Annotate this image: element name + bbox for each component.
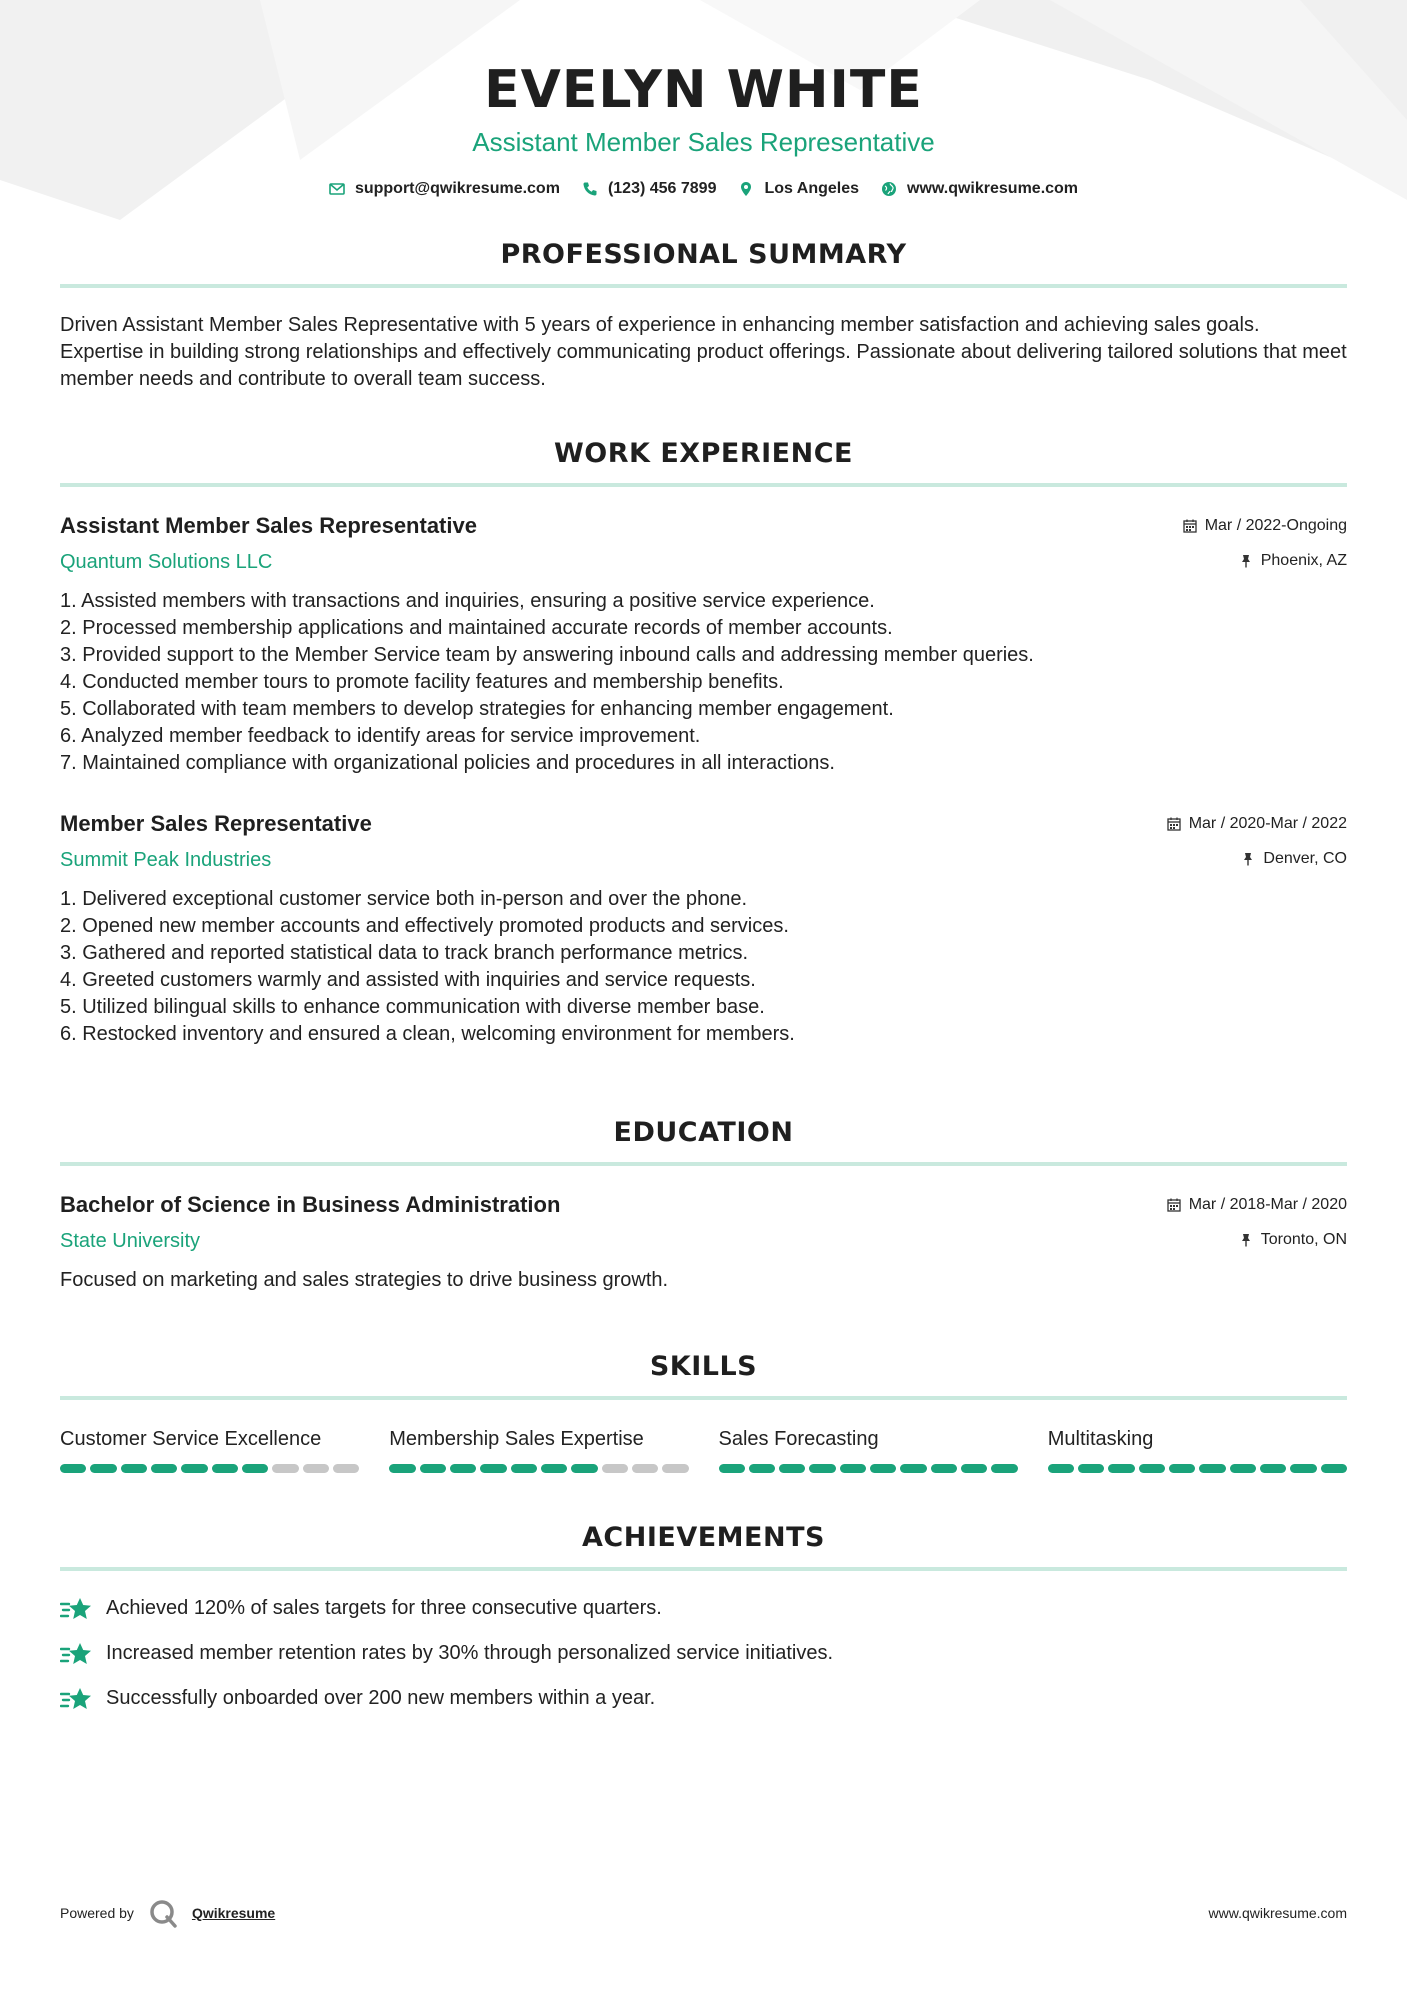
achievements-title: ACHIEVEMENTS — [582, 1522, 825, 1553]
calendar-icon — [1167, 1198, 1181, 1212]
contact-email[interactable] — [329, 180, 560, 198]
achievement-text: Achieved 120% of sales targets for three consecutive quarters. — [106, 1597, 662, 1619]
job-bullet: 1. Delivered exceptional customer service both in-person and over the phone. — [60, 888, 748, 910]
skill-segment-filled — [1078, 1464, 1104, 1473]
globe-icon — [881, 181, 897, 197]
achievement-text: Successfully onboarded over 200 new members within a year. — [106, 1687, 656, 1709]
skill-segment-filled — [571, 1464, 597, 1473]
qwikresume-logo-icon — [148, 1898, 178, 1928]
skill-segment-empty — [662, 1464, 688, 1473]
skill-segment-filled — [1108, 1464, 1134, 1473]
contact-location — [738, 180, 859, 198]
job-location: Denver, CO — [1263, 850, 1347, 867]
shooting-star-icon — [60, 1686, 92, 1712]
job-dates: Mar / 2022-Ongoing — [1204, 517, 1347, 534]
powered-by-label: Powered by — [60, 1905, 134, 1921]
job-bullets — [60, 886, 1347, 1048]
skill-name: Customer Service Excellence — [60, 1428, 322, 1450]
skill-level-bar — [60, 1464, 359, 1473]
powered-by — [60, 1898, 275, 1928]
skill-segment-filled — [1290, 1464, 1316, 1473]
skill-segment-filled — [511, 1464, 537, 1473]
skills-section — [60, 1350, 1347, 1473]
job-bullet: 4. Greeted customers warmly and assisted with inquiries and service requests. — [60, 969, 756, 991]
experience-divider — [60, 483, 1347, 487]
skill-segment-empty — [272, 1464, 298, 1473]
skill-segment-filled — [242, 1464, 268, 1473]
achievements-list — [60, 1595, 1347, 1712]
skill-segment-filled — [1321, 1464, 1347, 1473]
achievement-text: Increased member retention rates by 30% through personalized service initiatives. — [106, 1642, 834, 1664]
skill-segment-filled — [931, 1464, 957, 1473]
job-bullet: 7. Maintained compliance with organizational policies and procedures in all interactions. — [60, 752, 835, 774]
phone-icon — [582, 181, 598, 197]
skill-segment-filled — [961, 1464, 987, 1473]
contact-website[interactable] — [881, 180, 1078, 198]
skill-item — [1048, 1426, 1347, 1473]
company-name: Summit Peak Industries — [60, 849, 272, 871]
education-divider — [60, 1162, 1347, 1166]
skill-name: Sales Forecasting — [718, 1428, 879, 1450]
degree-title: Bachelor of Science in Business Administration — [60, 1192, 561, 1217]
skill-segment-filled — [1048, 1464, 1074, 1473]
skill-segment-empty — [632, 1464, 658, 1473]
pushpin-icon — [1241, 852, 1255, 866]
skill-segment-filled — [900, 1464, 926, 1473]
contact-website-text: www.qwikresume.com — [907, 180, 1079, 197]
education-section — [60, 1116, 1347, 1294]
achievement-item — [60, 1595, 1347, 1622]
skill-segment-filled — [719, 1464, 745, 1473]
skill-segment-empty — [333, 1464, 359, 1473]
skills-divider — [60, 1396, 1347, 1400]
skill-segment-filled — [1199, 1464, 1225, 1473]
contact-email-text: support@qwikresume.com — [354, 180, 560, 197]
skill-segment-filled — [870, 1464, 896, 1473]
skill-segment-filled — [121, 1464, 147, 1473]
job-bullet: 4. Conducted member tours to promote facility features and membership benefits. — [60, 671, 784, 693]
skill-segment-filled — [779, 1464, 805, 1473]
candidate-name: EVELYN WHITE — [484, 60, 923, 120]
job-title: Member Sales Representative — [60, 811, 372, 836]
skill-segment-filled — [1260, 1464, 1286, 1473]
job-entry — [60, 811, 1347, 1048]
skill-item — [389, 1426, 688, 1473]
candidate-role: Assistant Member Sales Representative — [472, 127, 935, 157]
job-title: Assistant Member Sales Representative — [60, 513, 477, 538]
skills-list — [60, 1426, 1347, 1473]
skill-segment-filled — [420, 1464, 446, 1473]
contact-bar — [60, 180, 1347, 198]
job-bullets — [60, 588, 1347, 777]
shooting-star-icon — [60, 1641, 92, 1667]
skill-segment-filled — [60, 1464, 86, 1473]
skill-segment-filled — [389, 1464, 415, 1473]
summary-text: Driven Assistant Member Sales Representative with 5 years of experience in enhancing member satisfaction and achieving sales goals. Expertise in building strong relationships and effectively communicating product offerings. Passionate about delivering tailored solutions that meet member needs and contribute to overall team success. — [60, 314, 1347, 390]
skill-segment-filled — [1230, 1464, 1256, 1473]
skill-segment-filled — [212, 1464, 238, 1473]
skill-segment-filled — [151, 1464, 177, 1473]
skill-level-bar — [719, 1464, 1018, 1473]
contact-location-text: Los Angeles — [764, 180, 860, 197]
contact-phone-text: (123) 456 7899 — [607, 180, 717, 197]
skill-name: Multitasking — [1047, 1428, 1154, 1450]
job-bullet: 5. Collaborated with team members to develop strategies for enhancing member engagement. — [60, 698, 894, 720]
job-bullet: 6. Analyzed member feedback to identify areas for service improvement. — [60, 725, 701, 747]
achievement-item — [60, 1640, 1347, 1667]
skill-level-bar — [389, 1464, 688, 1473]
school-name: State University — [60, 1230, 201, 1252]
skills-title: SKILLS — [649, 1351, 758, 1382]
job-bullet: 2. Opened new member accounts and effectively promoted products and services. — [60, 915, 789, 937]
skill-item — [719, 1426, 1018, 1473]
skill-segment-filled — [541, 1464, 567, 1473]
calendar-icon — [1183, 519, 1197, 533]
job-bullet: 1. Assisted members with transactions and inquiries, ensuring a positive service experience. — [60, 590, 875, 612]
job-entry — [60, 513, 1347, 777]
education-dates: Mar / 2018-Mar / 2020 — [1188, 1196, 1347, 1213]
experience-section — [60, 437, 1347, 1048]
achievements-divider — [60, 1567, 1347, 1571]
education-title: EDUCATION — [613, 1117, 794, 1148]
education-location: Toronto, ON — [1260, 1231, 1347, 1248]
footer-website[interactable]: www.qwikresume.com — [1208, 1905, 1347, 1921]
skill-segment-filled — [991, 1464, 1017, 1473]
pushpin-icon — [1239, 554, 1253, 568]
skill-segment-filled — [1139, 1464, 1165, 1473]
education-entry — [60, 1192, 1347, 1294]
calendar-icon — [1167, 817, 1181, 831]
job-bullet: 3. Provided support to the Member Service team by answering inbound calls and addressing member queries. — [60, 644, 1034, 666]
shooting-star-icon — [60, 1596, 92, 1622]
education-description: Focused on marketing and sales strategies to drive business growth. — [60, 1269, 669, 1291]
location-pin-icon — [738, 181, 754, 197]
summary-section — [60, 238, 1347, 393]
summary-title: PROFESSIONAL SUMMARY — [500, 239, 907, 270]
skill-name: Membership Sales Expertise — [389, 1428, 644, 1450]
envelope-icon — [329, 181, 345, 197]
skill-segment-filled — [809, 1464, 835, 1473]
skill-segment-filled — [90, 1464, 116, 1473]
contact-phone[interactable] — [582, 180, 717, 198]
job-bullet: 5. Utilized bilingual skills to enhance communication with diverse member base. — [60, 996, 765, 1018]
company-name: Quantum Solutions LLC — [60, 551, 273, 573]
job-bullet: 2. Processed membership applications and maintained accurate records of member accounts. — [60, 617, 893, 639]
achievements-section — [60, 1521, 1347, 1712]
qwikresume-link[interactable]: Qwikresume — [191, 1905, 276, 1921]
achievement-item — [60, 1685, 1347, 1712]
job-bullet: 3. Gathered and reported statistical data to track branch performance metrics. — [60, 942, 749, 964]
page-footer — [60, 1898, 1347, 1928]
experience-title: WORK EXPERIENCE — [554, 438, 853, 469]
skill-level-bar — [1048, 1464, 1347, 1473]
skill-item — [60, 1426, 359, 1473]
job-location: Phoenix, AZ — [1260, 552, 1347, 569]
job-bullet: 6. Restocked inventory and ensured a clean, welcoming environment for members. — [60, 1023, 795, 1045]
summary-divider — [60, 284, 1347, 288]
job-dates: Mar / 2020-Mar / 2022 — [1188, 815, 1347, 832]
skill-segment-empty — [303, 1464, 329, 1473]
skill-segment-filled — [749, 1464, 775, 1473]
skill-segment-filled — [840, 1464, 866, 1473]
skill-segment-filled — [480, 1464, 506, 1473]
pushpin-icon — [1239, 1233, 1253, 1247]
skill-segment-filled — [181, 1464, 207, 1473]
skill-segment-filled — [450, 1464, 476, 1473]
skill-segment-empty — [602, 1464, 628, 1473]
skill-segment-filled — [1169, 1464, 1195, 1473]
